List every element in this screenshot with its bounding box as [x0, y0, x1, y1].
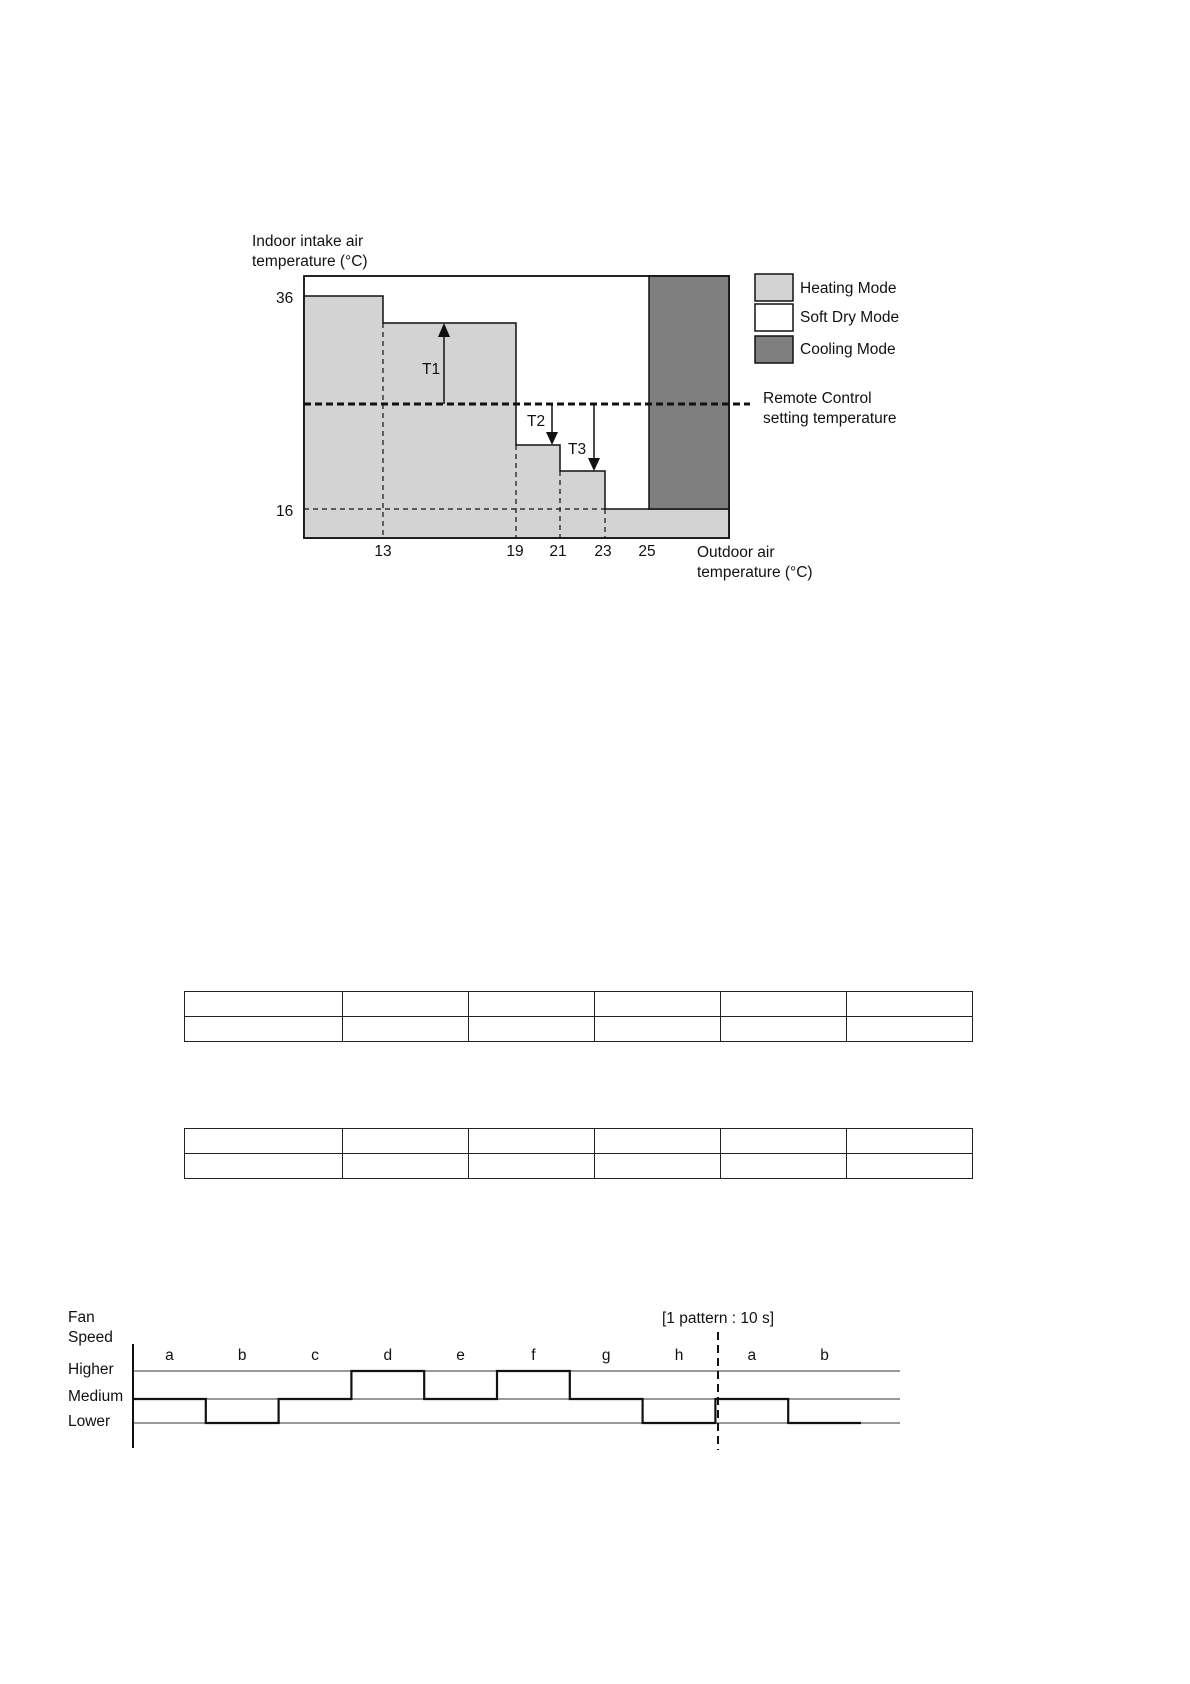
arrow-label-t1: T1	[422, 361, 441, 378]
fan-segment-label-g: g	[601, 1347, 611, 1364]
fan-segment-label-a: a	[165, 1347, 174, 1364]
legend-label-cooling: Cooling Mode	[800, 341, 896, 358]
y-tick-16: 16	[276, 503, 294, 520]
x-tick-13: 13	[374, 543, 392, 560]
legend-label-heating: Heating Mode	[800, 280, 897, 297]
fan-segment-labels	[165, 1347, 829, 1364]
fan-y-label-line1: Fan	[68, 1309, 95, 1326]
legend-label-soft-dry: Soft Dry Mode	[800, 309, 900, 326]
x-tick-21: 21	[549, 543, 567, 560]
fan-segment-label-b: b	[237, 1347, 247, 1364]
fan-speed-step-line	[133, 1371, 861, 1423]
fan-level-lower: Lower	[68, 1413, 111, 1430]
x-tick-23: 23	[594, 543, 612, 560]
arrow-label-t3: T3	[568, 441, 587, 458]
fan-pattern-note: [1 pattern : 10 s]	[662, 1310, 775, 1327]
setting-line-label-1: Remote Control	[763, 390, 872, 407]
fan-segment-label-h: h	[674, 1347, 684, 1364]
fan-level-higher: Higher	[68, 1361, 114, 1378]
setting-line-label-2: setting temperature	[763, 410, 897, 427]
fan-segment-label-f: f	[531, 1347, 536, 1364]
fan-segment-label-a: a	[747, 1347, 757, 1364]
y-axis-label-line2: temperature (°C)	[252, 253, 368, 270]
x-axis-label-line2: temperature (°C)	[697, 564, 813, 581]
x-tick-19: 19	[506, 543, 524, 560]
fan-segment-label-d: d	[383, 1347, 393, 1364]
y-tick-36: 36	[276, 290, 294, 307]
x-axis-label-line1: Outdoor air	[697, 544, 775, 561]
fan-level-medium: Medium	[68, 1388, 124, 1405]
fan-y-label-line2: Speed	[68, 1329, 113, 1346]
fan-segment-label-e: e	[456, 1347, 465, 1364]
x-tick-25: 25	[638, 543, 656, 560]
fan-segment-label-c: c	[311, 1347, 319, 1364]
fan-segment-label-b: b	[820, 1347, 829, 1364]
y-axis-label-line1: Indoor intake air	[252, 233, 364, 250]
arrow-label-t2: T2	[527, 413, 546, 430]
